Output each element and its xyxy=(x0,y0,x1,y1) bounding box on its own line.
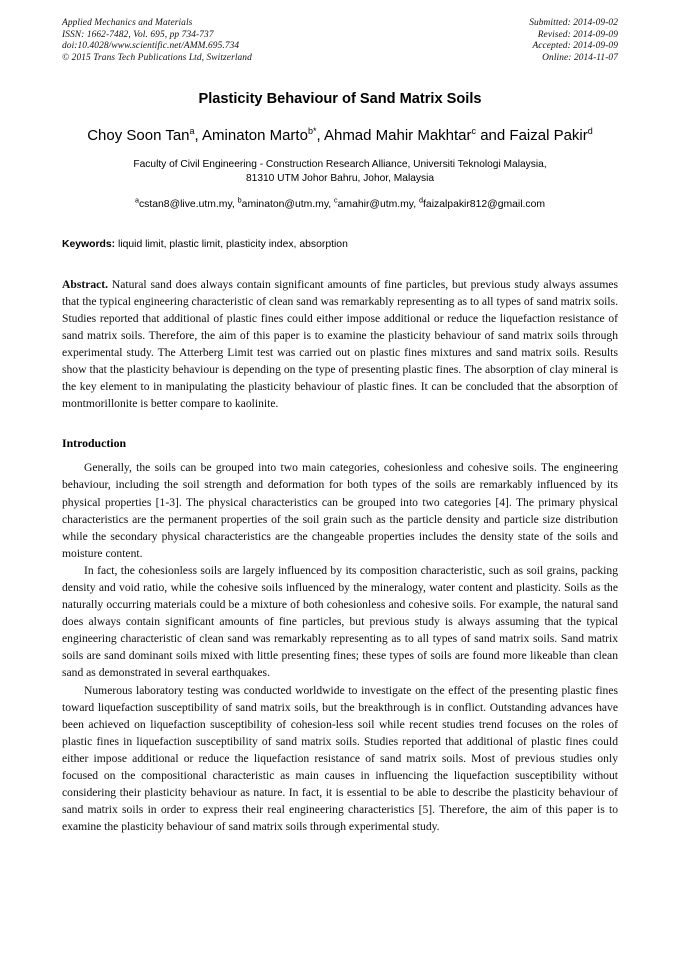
email-affiliation-marker: b xyxy=(237,195,242,205)
abstract-paragraph xyxy=(62,276,618,413)
email-separator: , xyxy=(231,198,238,210)
keywords-label: Keywords: xyxy=(62,238,116,250)
author-name: Choy Soon Tan xyxy=(87,127,190,145)
author-name: Faizal Pakir xyxy=(509,127,588,145)
keywords-line xyxy=(62,238,618,252)
revised-date: Revised: 2014-09-09 xyxy=(537,29,618,40)
author-affiliation-marker: c xyxy=(471,126,477,137)
affiliation-line-2: 81310 UTM Johor Bahru, Johor, Malaysia xyxy=(246,172,434,184)
author-emails xyxy=(62,195,618,212)
author-separator: , xyxy=(316,127,324,145)
submitted-date: Submitted: 2014-09-02 xyxy=(529,18,618,28)
page-title: Plasticity Behaviour of Sand Matrix Soils xyxy=(198,91,482,108)
intro-paragraph-3: Numerous laboratory testing was conducted worldwide to investigate on the effect of the presenting plastic fines toward liquefaction susceptibility of sand matrix soils, but the breakthrough is in conflict. Outstanding advances have been achieved on liquefaction susceptibility of cohesion-less soil while recent studies trend focuses on the roles of plastic fines in liquefaction susceptibility of sand matrix soils. Studies reported that additional of plastic fines could either impose additional or reduce the liquefaction resistance of sand matrix soils. Most of previous studies only focused on the compositional characteristic as main causes in influencing the liquefaction susceptibility without considering their plasticity behaviour as nature. In fact, it is essential to be able to describe the plasticity behaviour of sand matrix soils in order to express their real engineering characteristics [5]. Therefore, the aim of this paper is to examine the plasticity behaviour of sand matrix soils through experimental study. xyxy=(62,683,618,834)
author-affiliation-marker: d xyxy=(587,126,593,137)
intro-paragraph-2: In fact, the cohesionless soils are largely influenced by its composition characteristic, such as soil grains, packing density and void ratio, while the cohesive soils influenced by the mineralogy, water content and plasticity. Soils as the naturally occurring materials could be a mixture of both cohesionless and cohesive soils. For example, the natural sand does always contain significant amounts of fine particles, but previous study is always assuming that the typical engineering characteristic of clean sand was remarkably representing as to all types of sand matrix soils. Sand matrix soils are sand dominant soils mixed with little presenting fines; these types of soils are found more likeable than clean sand as demonstrated in several earthquakes. xyxy=(62,563,618,680)
intro-paragraph-1: Generally, the soils can be grouped into two main categories, cohesionless and cohesive soils. The engineering behaviour, including the soil strength and deformation for both types of the soils are remarkably influenced by its physical properties [1-3]. The physical characteristics can be grouped into two categories [4]. The primary physical characteristics are the permanent properties of the soil grain such as the particle density and particle size distribution while the secondary physical characteristics are the changeable properties includes the density state of the soils and moisture content. xyxy=(62,461,618,560)
author-affiliation-marker: b* xyxy=(307,126,317,137)
email-affiliation-marker: c xyxy=(334,195,338,205)
journal-doi: doi:10.4028/www.scientific.net/AMM.695.734 xyxy=(62,41,240,52)
online-date: Online: 2014-11-07 xyxy=(542,52,618,63)
email-address: amahir@utm.my xyxy=(337,198,414,210)
email-separator: , xyxy=(328,198,335,210)
author-separator: and xyxy=(476,127,510,145)
journal-issn-volume: ISSN: 1662-7482, Vol. 695, pp 734-737 xyxy=(62,29,214,40)
abstract-label: Abstract. xyxy=(62,277,109,291)
author-separator: , xyxy=(194,127,203,145)
author-affiliation-marker: a xyxy=(189,126,195,137)
email-affiliation-marker: d xyxy=(419,195,424,205)
section-heading-introduction: Introduction xyxy=(62,436,127,451)
journal-header-left xyxy=(62,18,252,64)
email-address: faizalpakir812@gmail.com xyxy=(423,198,546,210)
affiliation-line-1: Faculty of Civil Engineering - Construction Research Alliance, Universiti Teknologi Malaysia, xyxy=(133,159,547,171)
author-name: Ahmad Mahir Makhtar xyxy=(323,127,472,145)
keywords-value: liquid limit, plastic limit, plasticity index, absorption xyxy=(115,238,348,250)
author-list xyxy=(62,126,618,145)
email-address: aminaton@utm.my xyxy=(241,198,329,210)
accepted-date: Accepted: 2014-09-09 xyxy=(532,41,618,52)
affiliation xyxy=(62,158,618,185)
author-name: Aminaton Marto xyxy=(202,127,308,145)
email-separator: , xyxy=(413,198,420,210)
email-address: cstan8@live.utm.my xyxy=(138,198,232,210)
email-affiliation-marker: a xyxy=(134,195,139,205)
journal-name: Applied Mechanics and Materials xyxy=(62,18,193,28)
journal-header-right xyxy=(529,18,618,64)
abstract-text: Natural sand does always contain significant amounts of fine particles, but previous study always assumes that the typical engineering characteristic of clean sand was remarkably representing as to all types of sand matrix soils. Studies reported that additional of plastic fines could either impose additional or reduce the liquefaction resistance of sand matrix soils. Therefore, the aim of this paper is to examine the plasticity behaviour of sand matrix soils through experimental study. The Atterberg Limit test was carried out on plastic fines mixtures and sand matrix soils. Results show that the plasticity behaviour is depending on the type of presenting plastic fines. The absorption of clay mineral is the key element to in manipulating the plasticity behaviour of plastic fines. It can be concluded that the absorption of montmorillonite is better compare to kaolinite. xyxy=(62,277,618,411)
journal-header xyxy=(62,18,618,64)
journal-copyright: © 2015 Trans Tech Publications Ltd, Switzerland xyxy=(62,52,252,63)
